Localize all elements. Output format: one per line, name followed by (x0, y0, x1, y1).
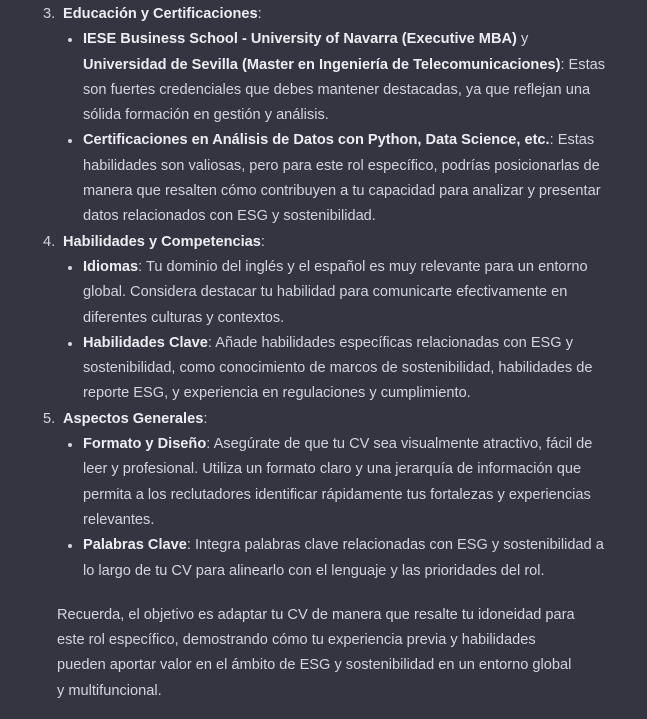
bullet-text: : Estas habilidades son valiosas, pero para este rol específico, podrías posicionarlas de manera que resalten cómo contribuyen a tu capacidad para analizar y presentar datos relacionados con ESG y sostenibilidad. (83, 132, 601, 225)
bullet-item (63, 128, 627, 229)
section-title: Habilidades y Competencias (63, 233, 261, 250)
bullet-item (63, 331, 627, 407)
bullet-dot (68, 38, 72, 42)
bullet-list (63, 27, 627, 229)
bullet-text: : Integra palabras clave relacionadas con ESG y sostenibilidad a lo largo de tu CV para alinearlo con el lenguaje y las prioridades del rol. (83, 537, 604, 579)
bullet-dot (68, 544, 72, 548)
bullet-bold-2: Universidad de Sevilla (Master en Ingeniería de Telecomunicaciones) (83, 56, 561, 73)
section-number: 3. (43, 6, 56, 22)
section-title: Educación y Certificaciones (63, 6, 258, 22)
bullet-bold: Idiomas (83, 258, 139, 275)
bullet-list (63, 432, 627, 584)
bullet-bold: Certificaciones en Análisis de Datos con Python, Data Science, etc. (83, 132, 550, 149)
section-item: 5. Aspectos Generales: Formato y Diseño: Asegúrate de que tu CV sea visualmente atractivo, fácil de leer y profesional. Utiliza un formato claro y una jerarquía de información que permita a los reclutadores identificar rápidamente tus fortalezas y experiencias relevantes. Palabras Clave: Integra palabras clave relacionadas con ESG y sostenibilidad a lo largo de tu CV para alinearlo con el lenguaje y las prioridades del rol. (0, 407, 647, 584)
bullet-dot (68, 443, 72, 447)
bullet-dot (68, 342, 72, 346)
bullet-bold: Habilidades Clave (83, 334, 208, 351)
section-item: 4. Habilidades y Competencias: Idiomas: Tu dominio del inglés y el español es muy relevante para un entorno global. Considera destacar tu habilidad para comunicarte efectivamente en diferentes culturas y contextos. Habilidades Clave: Añade habilidades específicas relacionadas con ESG y sostenibilidad, como conocimiento de marcos de sostenibilidad, habilidades de reporte ESG, y experiencia en regulaciones y cumplimiento. (0, 230, 647, 407)
bullet-list (63, 255, 627, 407)
bullet-bold: Palabras Clave (83, 537, 187, 554)
bullet-text: : Asegúrate de que tu CV sea visualmente atractivo, fácil de leer y profesional. Utiliza un formato claro y una jerarquía de información que permita a los reclutadores identificar rápidamente tus fortalezas y experiencias relevantes. (83, 436, 593, 528)
closing-paragraph: Recuerda, el objetivo es adaptar tu CV de manera que resalte tu idoneidad para este rol específico, demostrando cómo tu experiencia previa y habilidades pueden aportar valor en el ámbito de ESG y sostenibilidad en un entorno global y multifuncional. (57, 606, 575, 699)
section-number: 5. (43, 410, 56, 427)
section-title: Aspectos Generales (63, 410, 204, 427)
bullet-bold: Formato y Diseño (83, 436, 207, 453)
bullet-text: : Añade habilidades específicas relacionadas con ESG y sostenibilidad, como conocimiento de marcos de sostenibilidad, habilidades de reporte ESG, y experiencia en regulaciones y cumplimiento. (83, 334, 593, 402)
bullet-dot (68, 139, 72, 143)
section-item: 3. Educación y Certificaciones: IESE Business School - University of Navarra (Executive MBA) y Universidad de Sevilla (Master en Ingeniería de Telecomunicaciones): Estas son fuertes credenciales que debes mantener destacadas, ya que reflejan una sólida formación en gestión y análisis. Certificaciones en Análisis de Datos con Python, Data Science, etc.: Estas habilidades son valiosas, pero para este rol específico, podrías posicionarlas de manera que resalten cómo contribuyen a tu capacidad para analizar y presentar datos relacionados con ESG y sostenibilidad. (0, 2, 647, 230)
bullet-text: : Tu dominio del inglés y el español es muy relevante para un entorno global. Considera destacar tu habilidad para comunicarte efectivamente en diferentes culturas y contextos. (83, 258, 588, 326)
bullet-item (63, 255, 627, 331)
bullet-bold: IESE Business School - University of Navarra (Executive MBA) (83, 31, 517, 48)
section-list (0, 2, 647, 584)
bullet-item (63, 533, 627, 584)
bullet-joiner: y (516, 31, 529, 48)
section-number: 4. (43, 233, 56, 250)
bullet-text: : Estas son fuertes credenciales que debes mantener destacadas, ya que reflejan una sólida formación en gestión y análisis. (83, 56, 606, 124)
bullet-item (63, 432, 627, 533)
bullet-dot (68, 266, 72, 270)
bullet-item (63, 27, 627, 128)
